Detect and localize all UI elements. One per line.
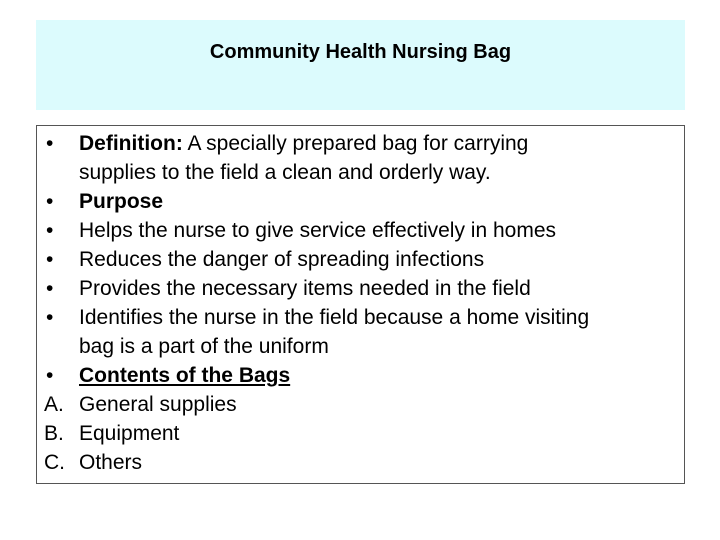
list-item-definition (44, 129, 676, 187)
list-item-purpose-4 (44, 303, 676, 361)
purpose-heading: Purpose (79, 190, 164, 213)
page-title: Community Health Nursing Bag (209, 41, 512, 63)
bullet-marker: • (46, 364, 54, 387)
list-item-general-supplies (44, 390, 676, 419)
purpose-text-continued: bag is a part of the uniform (79, 335, 329, 358)
definition-text-1: A specially prepared bag for carrying (182, 132, 529, 155)
bullet-marker: • (46, 219, 54, 242)
purpose-text: Helps the nurse to give service effectively in homes (79, 219, 557, 242)
title-banner (36, 20, 685, 110)
contents-item-text: Equipment (79, 422, 180, 445)
contents-item-text: General supplies (79, 393, 237, 416)
letter-marker: C. (44, 451, 65, 474)
bullet-marker: • (46, 277, 54, 300)
definition-label: Definition: (79, 132, 183, 155)
list-item-purpose-3 (44, 274, 676, 303)
purpose-text: Provides the necessary items needed in the field (79, 277, 531, 300)
bullet-marker: • (46, 190, 54, 213)
list-item-purpose (44, 187, 676, 216)
purpose-text: Identifies the nurse in the field because a home visiting (79, 306, 590, 329)
list-item-contents (44, 361, 676, 390)
bullet-marker: • (46, 132, 54, 155)
letter-marker: A. (44, 393, 64, 416)
list-item-purpose-1 (44, 216, 676, 245)
letter-marker: B. (44, 422, 64, 445)
bullet-marker: • (46, 248, 54, 271)
contents-item-text: Others (79, 451, 143, 474)
list-item-equipment (44, 419, 676, 448)
contents-heading: Contents of the Bags (79, 364, 291, 387)
purpose-text: Reduces the danger of spreading infections (79, 248, 485, 271)
content-list (44, 129, 676, 477)
content-box (36, 125, 685, 484)
list-item-purpose-2 (44, 245, 676, 274)
definition-text-2: supplies to the field a clean and orderly way. (79, 161, 491, 184)
list-item-others (44, 448, 676, 477)
bullet-marker: • (46, 306, 54, 329)
